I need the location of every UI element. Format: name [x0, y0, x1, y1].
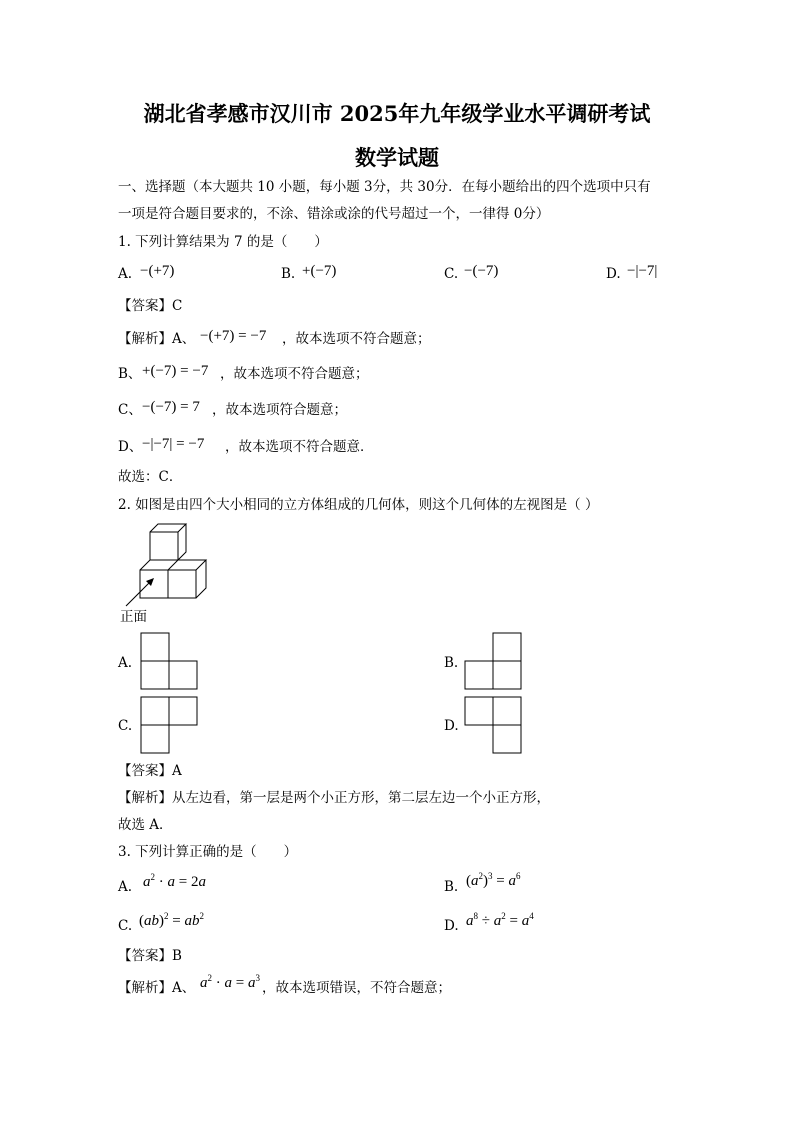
q1-analysis-b-prefix: B、	[118, 366, 142, 382]
q3-option-d-label: D.	[444, 918, 459, 934]
q1-option-d: −|−7|	[627, 263, 658, 279]
q1-analysis-d-suffix: ，故本选项不符合题意．	[225, 439, 374, 455]
q2-stem: 2. 如图是由四个大小相同的立方体组成的几何体，则这个几何体的左视图是（ ）	[118, 497, 599, 513]
q3-answer: 【答案】B	[118, 948, 182, 964]
q2-option-b-label: B.	[444, 655, 459, 671]
q1-option-a-label: A.	[118, 266, 133, 282]
q1-analysis-d-prefix: D、	[118, 439, 143, 455]
q1-analysis-a-suffix: ，故本选项不符合题意；	[282, 331, 431, 347]
q3-stem: 3. 下列计算正确的是（ ）	[118, 844, 298, 860]
q1-option-c-label: C.	[444, 266, 459, 282]
q1-analysis-d-math: −|−7| = −7	[142, 436, 205, 452]
q3-option-a-formula: $a^2 \cdot a = 2a$	[143, 872, 206, 890]
q1-stem: 1. 下列计算结果为 7 的是（ ）	[118, 234, 328, 250]
q3-option-a-label: A.	[118, 879, 133, 895]
q1-analysis-b-suffix: ，故本选项不符合题意；	[220, 366, 369, 382]
q1-conclusion: 故选：C．	[118, 469, 183, 485]
q2-solid-figure	[120, 518, 230, 608]
q3-analysis-a-formula: $a^2 \cdot a = a^3$	[200, 973, 260, 991]
q2-option-a-figure	[140, 632, 198, 690]
q1-analysis-c-suffix: ，故本选项符合题意；	[212, 402, 347, 418]
q3-option-b-label: B.	[444, 879, 459, 895]
q1-analysis-b-math: +(−7) = −7	[142, 363, 209, 379]
q2-option-c-figure	[140, 696, 198, 754]
q3-option-c-label: C.	[118, 918, 133, 934]
q2-analysis: 【解析】从左边看，第一层是两个小正方形，第二层左边一个小正方形，	[118, 790, 550, 806]
section-heading-line1: 一、选择题（本大题共 10 小题，每小题 3分，共 30分．在每小题给出的四个选项中只有	[118, 179, 651, 195]
q2-option-b-figure	[464, 632, 522, 690]
section-heading-line2: 一项是符合题目要求的，不涂、错涂或涂的代号超过一个，一律得 0分）	[118, 206, 550, 222]
q1-option-c: −(−7)	[464, 263, 499, 279]
q3-analysis-a-prefix: 【解析】A、	[118, 980, 196, 996]
q2-option-c-label: C.	[118, 718, 133, 734]
q1-option-b: +(−7)	[302, 263, 337, 279]
q2-answer: 【答案】A	[118, 763, 182, 779]
q3-analysis-a-suffix: ，故本选项错误，不符合题意；	[262, 980, 451, 996]
q1-answer: 【答案】C	[118, 298, 183, 314]
q2-option-d-figure	[464, 696, 522, 754]
q2-front-label: 正面	[120, 609, 147, 625]
q1-option-d-label: D.	[606, 266, 621, 282]
q1-option-a: −(+7)	[140, 263, 175, 279]
document-title: 湖北省孝感市汉川市 2025年九年级学业水平调研考试	[143, 101, 651, 126]
q1-analysis-c-prefix: C、	[118, 402, 142, 418]
q2-option-d-label: D.	[444, 718, 459, 734]
q2-option-a-label: A.	[118, 655, 133, 671]
q3-option-d-formula: $a^8 \div a^2 = a^4$	[466, 911, 534, 929]
q3-option-c-formula: $(ab)^2 = ab^2$	[139, 911, 204, 929]
q2-conclusion: 故选 A．	[118, 817, 173, 833]
q1-option-b-label: B.	[281, 266, 296, 282]
q1-analysis-a-math: −(+7) = −7	[200, 328, 267, 344]
document-subtitle: 数学试题	[355, 145, 439, 170]
q1-analysis-a-prefix: 【解析】A、	[118, 331, 196, 347]
q1-analysis-c-math: −(−7) = 7	[142, 399, 200, 415]
q3-option-b-formula: $(a^2)^3 = a^6$	[466, 871, 521, 889]
